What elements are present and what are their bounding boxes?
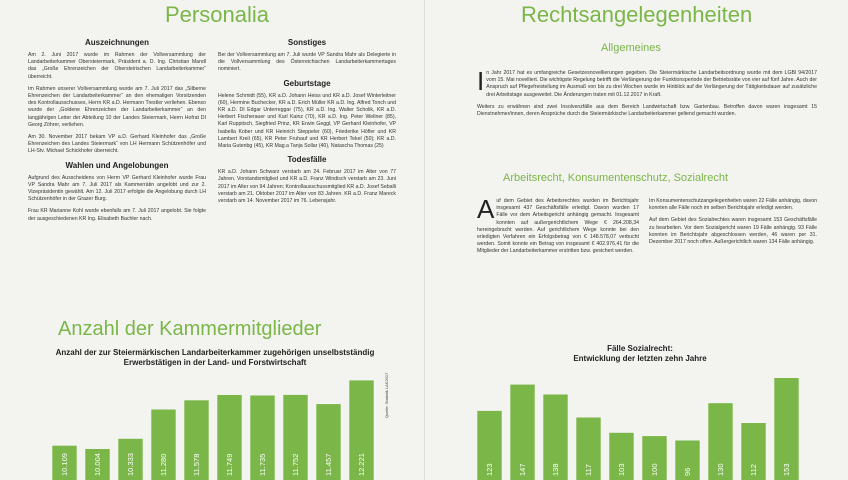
chart-data-label: 100 xyxy=(650,463,659,476)
chart-data-label: 10.004 xyxy=(93,453,102,476)
chart-data-label: 123 xyxy=(485,463,494,476)
chart-data-label: 130 xyxy=(716,463,725,476)
rechtsangelegenheiten-title: Rechtsangelegenheiten xyxy=(521,2,753,27)
chart-title: Anzahl der zur Steiermärkischen Landarbeiterkammer zugehörigen unselbstständig Erwerbstätigen in der Land- und Forstwirtschaft xyxy=(55,348,375,367)
paragraph: Auf dem Gebiet des Sozialrechtes waren insgesamt 153 Geschäftsfälle zu bearbeiten. Vor dem Sozialgericht waren 19 Fälle anhängig. 93 Fälle konnten im Berichtsjahr abgeschlossen werden, 46 waren per 31. Dezember 2017 noch offen. Außergerichtlich waren 134 Fälle anhängig. xyxy=(649,217,817,246)
chart-data-label: 11.752 xyxy=(291,453,300,476)
chart-data-label: 11.749 xyxy=(225,453,234,476)
heading-geburtstage: Geburtstage xyxy=(283,78,331,88)
paragraph: Aufgrund des Ausscheidens von Herrn VP Gerhard Kleinhofer wurde Frau VP Sandra Mahr am 7. Juli 2017 als Kammerrätin angelobt und zur 2. Vizepräsidentin gewählt. Am 12. Juli 2017 erfolgte die Angelobung durch LH Schützenhöfer in der Grazer Burg. xyxy=(28,174,206,203)
subtitle-arbeitsrecht: Arbeitsrecht, Konsumentenschutz, Sozialrecht xyxy=(503,172,729,184)
chart-title-line: Fälle Sozialrecht: xyxy=(607,344,673,353)
chart-data-label: 10.333 xyxy=(126,453,135,476)
dropcap: A xyxy=(477,194,495,224)
allgemeines-text xyxy=(477,66,817,123)
paragraph: Weiters zu erwähnen sind zwei Insolvenzfälle aus dem Bereich Landwirtschaft bzw. Gartenbau. Betroffen davon waren insgesamt 15 Dienstnehmer/innen, deren Ansprüche durch die Steiermärkische Landarbeiterkammer geltend gemacht wurden. xyxy=(477,103,817,118)
chart-data-label: 11.280 xyxy=(159,453,168,476)
personalia-title: Personalia xyxy=(165,2,269,27)
chart-data-label: 10.109 xyxy=(60,453,69,476)
chart-data-label: 147 xyxy=(518,463,527,476)
heading-wahlen: Wahlen und Angelobungen xyxy=(65,160,169,170)
sozialrecht-column xyxy=(649,198,817,251)
heading-auszeichnungen: Auszeichnungen xyxy=(84,38,149,47)
chart-data-label: 117 xyxy=(584,464,593,476)
heading-todesfaelle: Todesfälle xyxy=(287,155,327,165)
chart-data-label: 11.457 xyxy=(324,453,333,476)
sozialrecht-bar-chart xyxy=(473,372,803,480)
heading-sonstiges: Sonstiges xyxy=(287,38,327,47)
paragraph: Im Rahmen unserer Vollversammlung wurde am 7. Juli 2017 das „Silberne Ehrenzeichen der Landarbeiterkammer“ an den ehemaligen Vorsitzenden des Kontrollausschusses, Herrn KR a.D. Hermann Trestler verliehen. Ebenso wurde der „Goldene Ehrenzeichen der Landarbeiterkammer“ an den langjährigen Leiter der Abteilung 10 der Landes Steiermark, Herrn Hofrat DI Georg Zöhrer, verliehen. xyxy=(28,85,206,128)
paragraph: Frau KR Marianne Kohl wurde ebenfalls am 7. Juli 2017 angelobt. Sie folgte der ausgeschiedenen KR Ing. Elisabeth Bachler nach. xyxy=(28,208,206,222)
chart-source: Quelle: Statistik LAK2017 xyxy=(384,372,389,418)
chart-title-line: Entwicklung der letzten zehn Jahre xyxy=(573,354,707,363)
paragraph: uf dem Gebiet des Arbeitsrechtes wurden im Berichtsjahr insgesamt 437 Geschäftsfälle erledigt. Davon wurden 17 Fälle vor dem Arbeitsgericht anhängig gemacht. Insgesamt konnten auf außergerichtlichem Wege € 264.208,34 hereingebracht werden. Auf gerichtlichem Wege konnte bei den erledigten Verfahren ein Erfolgsbetrag von € 148.578,07 verbucht werden. Somit konnte ein Betrag von insgesamt € 402.976,41 für die Mitglieder der Landarbeiterkammer erstritten bzw. gesichert werden. xyxy=(477,198,639,255)
chart-section-title: Anzahl der Kammermitglieder xyxy=(58,318,322,340)
right-page xyxy=(424,0,848,480)
paragraph: n Jahr 2017 hat es umfangreiche Gesetzesnovellierungen gegeben. Die Steiermärkische Landarbeitsordnung wurde mit dem LGBl 94/2017 vom 15. Mai novelliert. Die wichtigste Regelung betrifft die Verlängerung der Funktionsperiode der Betriebsräte von vier auf fünf Jahre. Auch der Anspruch auf Pflegefreistellung im Ausmaß von bis zu drei Wochen wurde im Hinblick auf die Verlängerung der Tätigkeitsdauer auf zusätzliche drei Arbeitstage ausgeweitet. Die Änderungen traten mit 01.12.2017 in Kraft. xyxy=(486,70,817,98)
chart-data-label: 103 xyxy=(617,463,626,476)
chart-data-label: 12.221 xyxy=(357,453,366,476)
chart-data-label: 153 xyxy=(782,463,791,476)
paragraph: Am 2. Juni 2017 wurde im Rahmen der Vollversammlung der Landarbeiterkammer Obersteiermark, Präsident a. D. Ing. Christian Mandl das „Große Ehrenzeichen der Obersteirischen Landarbeiterkammer“ überreicht. xyxy=(28,52,206,80)
dropcap: I xyxy=(477,66,485,96)
chart-data-label: 96 xyxy=(683,467,692,476)
chart-data-label: 11.578 xyxy=(192,453,201,476)
column-auszeichnungen xyxy=(28,36,206,228)
paragraph: Helene Schmidt (55), KR a.D. Johann Heiss und KR a.D. Josef Winterleitner (60), Hermine Buchecker, KR a.D. Erich Müller KR a.D. Ing. Alfred Tonch und KR a.D. DI Edgar Unterreggar (75), KR a.D. Ing. Walter Scholik, KR a.D. Herbert Fischerauer und Karl Kainz (70), KR a.D. Ing. Peter Wellner (85), Karl Ruppitsch, Siegfried Prinz, KR Erwin Geggl, VP Gerhard Kleinhofer, VP Isabella Kober und KR Heinrich Steppeler (60), Friederike Höfler und KR Lambert Kreil (65), KR Peter Fruhauf und KR Herbert Tekel (50); KR a.D. Maria Gutenbg (45), KR Mag.a Tanja Sollar (40), Natascha Thomas (25) xyxy=(218,92,396,150)
paragraph: Am 30. November 2017 bekam VP a.D. Gerhard Kleinhofer das „Große Ehrenzeichen des Landes Steiermark“ von LH Hermann Schützenhöfer und LH-Stv. Michael Schickhofer überreicht. xyxy=(28,134,206,155)
paragraph: Im Konsumentenschutzangelegenheiten waren 22 Fälle anhängig, davon konnten alle Fälle noch im selben Berichtsjahr erledigt werden. xyxy=(649,198,817,212)
chart-data-label: 112 xyxy=(749,464,758,476)
sozialrecht-chart-title xyxy=(525,344,755,364)
subtitle-allgemeines: Allgemeines xyxy=(601,42,661,54)
arbeitsrecht-column xyxy=(477,194,639,261)
paragraph: Bei der Vollversammlung am 7. Juli wurde VP Sandra Mahr als Delegierte in die Vollversammlung des Österreichischen Landarbeiterkammertages nominiert. xyxy=(218,52,396,73)
paragraph: KR a.D. Johann Schwarz verstarb am 24. Februar 2017 im Alter von 77 Jahren. Vorstandsmitglied und KR a.D. Franz Windisch verstarb am 23. Juni 2017 im Alter von 94 Jahren; Kontrollausschussmitglied KR a.D. Josef Seballi verstarb am 21. Oktober 2017 im Alter von 83 Jahren. KR a.D. Franz Mareck verstarb am 14. November 2017 im 76. Lebensjahr. xyxy=(218,169,396,205)
column-sonstiges xyxy=(218,36,396,210)
chart-data-label: 138 xyxy=(551,463,560,476)
members-bar-chart xyxy=(48,372,378,480)
chart-data-label: 11.735 xyxy=(258,453,267,476)
